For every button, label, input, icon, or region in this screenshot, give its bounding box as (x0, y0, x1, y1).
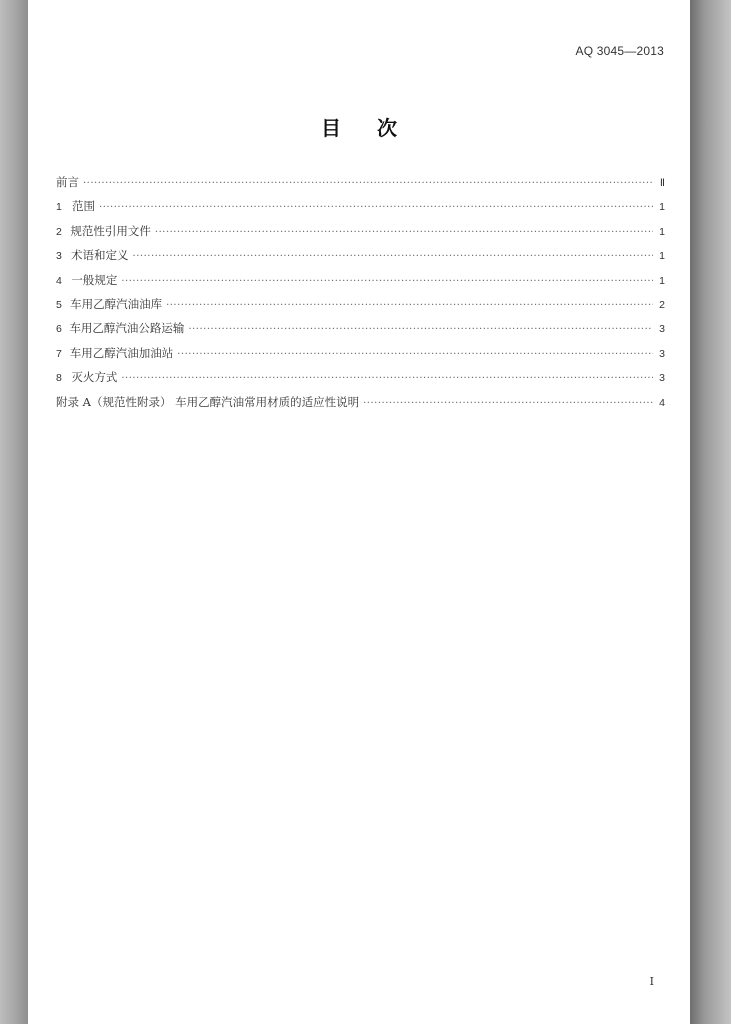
toc-entry-page: 2 (659, 298, 665, 311)
page-title: 目次 (321, 116, 433, 140)
toc-entry-title: 前言 (56, 175, 79, 189)
toc-entry-preface[interactable] (56, 174, 665, 198)
toc-leader-dots (166, 300, 653, 311)
toc-entry-page: 1 (659, 225, 665, 238)
toc-leader-dots (363, 398, 653, 409)
toc-entry-title: 一般规定 (71, 272, 118, 287)
toc-leader-dots (99, 202, 653, 213)
toc-entry-page: 3 (659, 347, 665, 360)
toc-entry-3[interactable] (56, 247, 665, 271)
toc-leader-dots (83, 178, 653, 189)
toc-leader-dots (121, 276, 653, 287)
toc-entry-title: 范围 (72, 199, 96, 214)
toc-entry-8[interactable] (56, 369, 665, 393)
toc-entry-number: 3 (56, 250, 62, 263)
toc-leader-dots (155, 227, 653, 238)
toc-entry-page: 1 (659, 201, 665, 214)
toc-entry-number: 4 (56, 274, 62, 287)
toc-leader-dots (133, 251, 653, 262)
toc-entry-1[interactable] (56, 198, 665, 222)
toc-entry-number: 8 (56, 372, 62, 385)
toc-entry-number: 2 (56, 225, 62, 238)
toc-entry-page: 3 (659, 323, 665, 336)
toc-entry-4[interactable] (56, 272, 665, 296)
toc-entry-title: 车用乙醇汽油公路运输 (69, 321, 185, 336)
toc-entry-title: 规范性引用文件 (70, 223, 151, 238)
table-of-contents (56, 174, 665, 418)
toc-entry-title: 附录 A（规范性附录） 车用乙醇汽油常用材质的适应性说明 (56, 394, 360, 409)
document-code: AQ 3045—2013 (575, 44, 664, 58)
toc-entry-number: 7 (56, 347, 62, 360)
toc-entry-page: Ⅱ (659, 177, 665, 189)
toc-entry-number: 6 (56, 323, 62, 336)
toc-entry-appendix-a[interactable] (56, 394, 665, 418)
page-number: Ⅰ (649, 975, 654, 988)
toc-entry-2[interactable] (56, 223, 665, 247)
toc-leader-dots (177, 349, 653, 360)
toc-entry-page: 1 (659, 250, 665, 263)
toc-entry-5[interactable] (56, 296, 665, 320)
toc-entry-number: 5 (56, 298, 62, 311)
toc-entry-page: 4 (659, 396, 665, 409)
toc-entry-page: 3 (659, 372, 665, 385)
toc-entry-title: 车用乙醇汽油油库 (70, 296, 163, 311)
toc-entry-page: 1 (659, 274, 665, 287)
toc-entry-title: 术语和定义 (71, 248, 129, 263)
toc-entry-title: 灭火方式 (71, 370, 118, 385)
document-page (28, 0, 690, 1024)
toc-entry-6[interactable] (56, 320, 665, 344)
toc-leader-dots (121, 373, 653, 384)
toc-entry-title: 车用乙醇汽油加油站 (69, 345, 174, 360)
toc-entry-7[interactable] (56, 345, 665, 369)
toc-entry-number: 1 (56, 201, 62, 214)
toc-leader-dots (188, 324, 653, 335)
